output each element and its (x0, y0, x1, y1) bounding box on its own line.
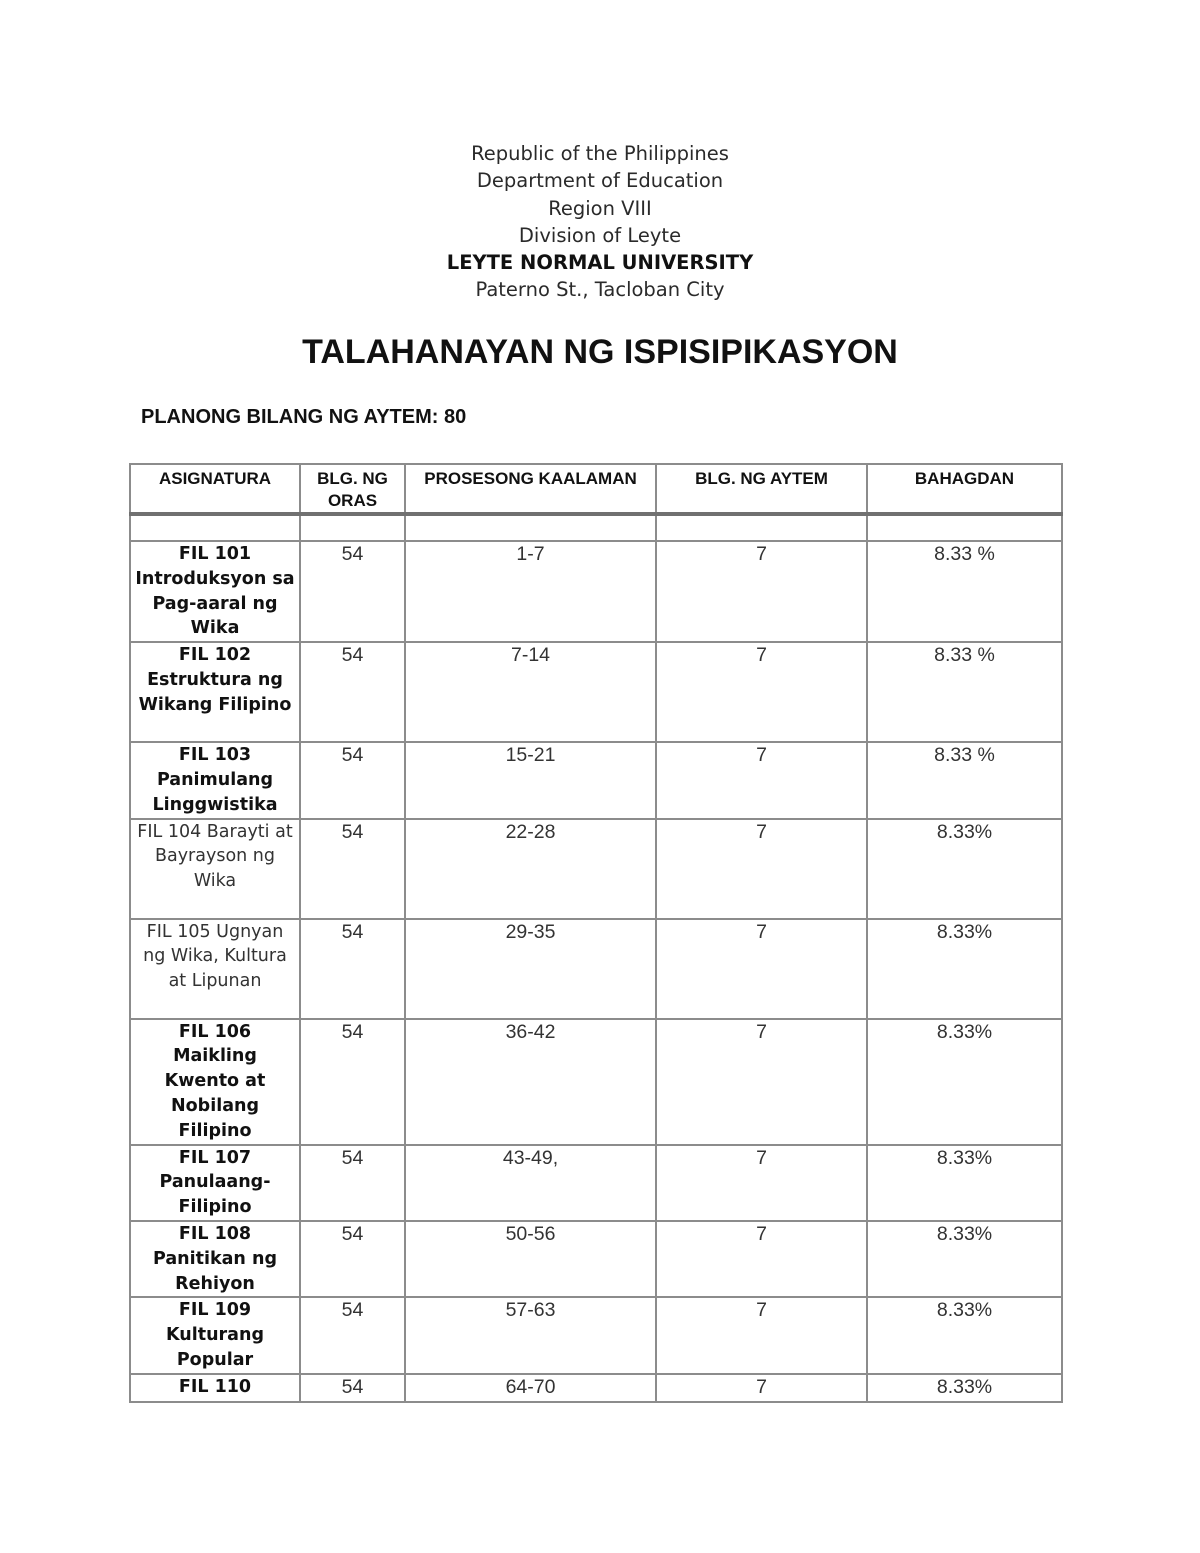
cell-process: 7-14 (405, 642, 656, 742)
cell-percent: 8.33% (867, 919, 1062, 1019)
cell-hours: 54 (300, 742, 405, 818)
header-department: Department of Education (476, 169, 724, 193)
cell-process: 29-35 (405, 919, 656, 1019)
table-row (130, 1221, 1062, 1297)
cell-items: 7 (656, 1297, 867, 1373)
cell-hours: 54 (300, 1374, 405, 1402)
planned-items-label: PLANONG BILANG NG AYTEM: 80 (141, 406, 467, 428)
table-row (130, 541, 1062, 642)
cell-hours: 54 (300, 541, 405, 642)
table-row (130, 819, 1062, 919)
col-header-percent: BAHAGDAN (867, 464, 1062, 514)
table-header-row (130, 464, 1062, 514)
cell-hours: 54 (300, 642, 405, 742)
header-region: Region VIII (548, 196, 652, 220)
cell-process: 22-28 (405, 819, 656, 919)
cell-items: 7 (656, 1145, 867, 1221)
cell-items: 7 (656, 742, 867, 818)
cell-percent: 8.33% (867, 819, 1062, 919)
cell-percent: 8.33% (867, 1221, 1062, 1297)
cell-subject: FIL 104 Barayti at Bayrayson ng Wika (130, 819, 300, 919)
cell-process: 43-49, (405, 1145, 656, 1221)
cell-subject: FIL 110 (130, 1374, 300, 1402)
cell-percent: 8.33% (867, 1145, 1062, 1221)
col-header-hours: BLG. NG ORAS (300, 464, 405, 514)
cell-percent: 8.33 % (867, 541, 1062, 642)
table-row (130, 919, 1062, 1019)
cell-hours: 54 (300, 1145, 405, 1221)
cell-process: 36-42 (405, 1019, 656, 1145)
table-spacer-row (130, 514, 1062, 541)
header-address: Paterno St., Tacloban City (475, 278, 725, 302)
cell-items: 7 (656, 541, 867, 642)
table-row (130, 1145, 1062, 1221)
cell-hours: 54 (300, 1019, 405, 1145)
cell-items: 7 (656, 642, 867, 742)
header-division: Division of Leyte (518, 223, 682, 247)
cell-hours: 54 (300, 819, 405, 919)
cell-items: 7 (656, 1019, 867, 1145)
header-republic: Republic of the Philippines (471, 142, 729, 165)
table-row (130, 642, 1062, 742)
cell-subject: FIL 101 Introduksyon sa Pag-aaral ng Wika (130, 541, 300, 642)
cell-subject: FIL 107 Panulaang-Filipino (130, 1145, 300, 1221)
cell-process: 57-63 (405, 1297, 656, 1373)
cell-percent: 8.33% (867, 1297, 1062, 1373)
cell-items: 7 (656, 919, 867, 1019)
cell-subject: FIL 105 Ugnyan ng Wika, Kultura at Lipunan (130, 919, 300, 1019)
cell-items: 7 (656, 819, 867, 919)
document-header (0, 140, 1200, 304)
table-row (130, 1019, 1062, 1145)
cell-subject: FIL 106 Maikling Kwento at Nobilang Filipino (130, 1019, 300, 1145)
cell-subject: FIL 109 Kulturang Popular (130, 1297, 300, 1373)
table-row (130, 742, 1062, 818)
cell-process: 15-21 (405, 742, 656, 818)
cell-process: 50-56 (405, 1221, 656, 1297)
cell-hours: 54 (300, 919, 405, 1019)
cell-percent: 8.33% (867, 1019, 1062, 1145)
cell-hours: 54 (300, 1297, 405, 1373)
cell-percent: 8.33% (867, 1374, 1062, 1402)
cell-process: 1-7 (405, 541, 656, 642)
header-university: LEYTE NORMAL UNIVERSITY (446, 251, 754, 275)
col-header-subject: ASIGNATURA (130, 464, 300, 514)
cell-hours: 54 (300, 1221, 405, 1297)
cell-percent: 8.33 % (867, 742, 1062, 818)
table-row (130, 1374, 1062, 1402)
cell-items: 7 (656, 1374, 867, 1402)
col-header-process: PROSESONG KAALAMAN (405, 464, 656, 514)
cell-subject: FIL 102 Estruktura ng Wikang Filipino (130, 642, 300, 742)
specification-table (129, 463, 1063, 1403)
cell-process: 64-70 (405, 1374, 656, 1402)
table-row (130, 1297, 1062, 1373)
cell-subject: FIL 108 Panitikan ng Rehiyon (130, 1221, 300, 1297)
col-header-items: BLG. NG AYTEM (656, 464, 867, 514)
cell-items: 7 (656, 1221, 867, 1297)
cell-subject: FIL 103 Panimulang Linggwistika (130, 742, 300, 818)
cell-percent: 8.33 % (867, 642, 1062, 742)
page-title: TALAHANAYAN NG ISPISIPIKASYON (302, 333, 898, 371)
